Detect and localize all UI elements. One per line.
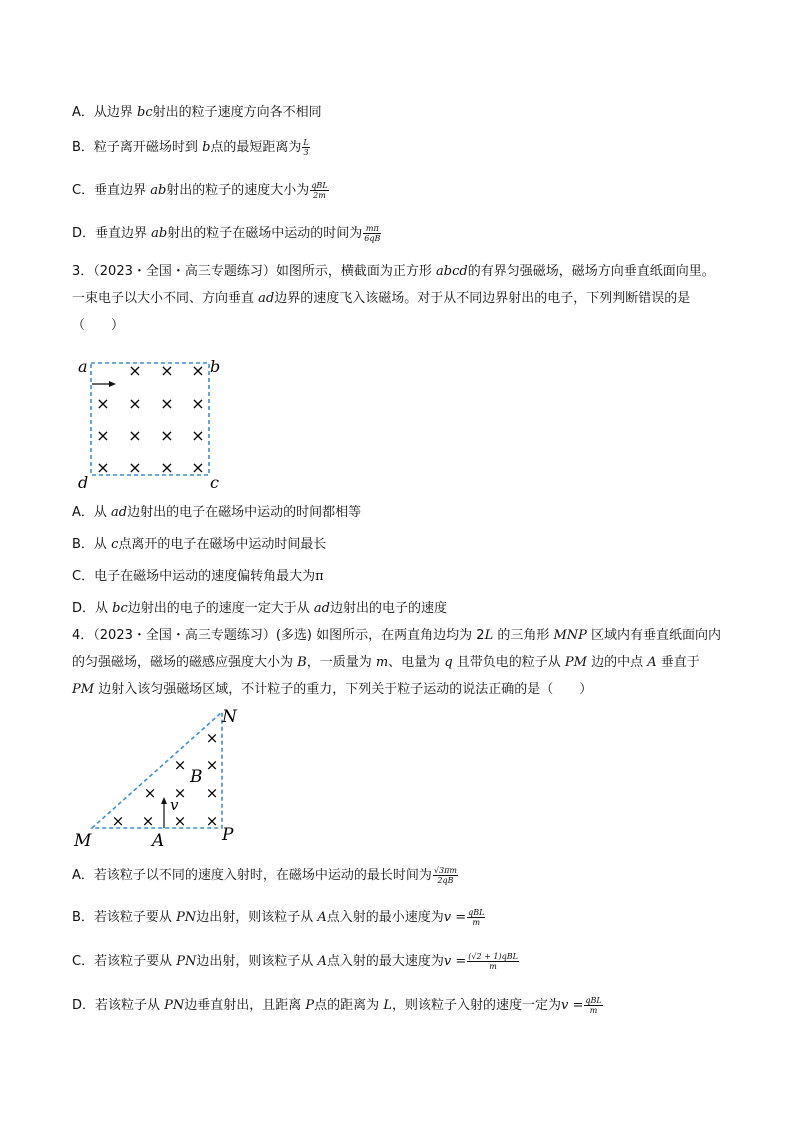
option-text: 射出的粒子速度方向各不相同 <box>152 105 322 120</box>
field-cross-mark: × <box>173 812 187 830</box>
variable: c <box>111 537 119 552</box>
field-cross-mark: × <box>96 426 110 445</box>
question-source: （2023・全国・高三专题练习） <box>93 264 276 279</box>
arrow-head <box>109 381 116 387</box>
question-text: 边界的速度飞入该磁场。对于从不同边界射出的电子，下列判断错误的是（ ） <box>72 291 691 333</box>
fraction-denominator: 2qB <box>437 876 454 885</box>
field-cross-mark: × <box>96 394 110 413</box>
field-cross-mark: × <box>128 458 142 477</box>
question-text: 边射入该匀强磁场区域，不计粒子的重力，下列关于粒子运动的说法正确的是（ ） <box>94 682 593 697</box>
fraction-numerator: L <box>303 138 309 147</box>
equation: v = <box>560 998 584 1013</box>
option-text: 边射出的电子在磁场中运动的时间都相等 <box>127 505 362 520</box>
option-c-prev <box>72 181 329 200</box>
option-text: B．从 <box>72 537 112 552</box>
question-text: 且带负电的粒子从 <box>452 655 565 670</box>
option-text: B．粒子离开磁场时到 <box>72 140 203 155</box>
field-cross-mark: × <box>96 458 110 477</box>
variable: PM <box>564 655 587 670</box>
fraction-numerator: qBL <box>311 181 328 190</box>
q4-option-a <box>72 866 458 885</box>
fraction-denominator: 3 <box>303 148 309 157</box>
fraction-numerator: √3πm <box>433 866 457 875</box>
question-text: ，一质量为 <box>306 655 376 670</box>
question-text: 边的中点 <box>586 655 648 670</box>
question-text: 垂直于 <box>656 655 700 670</box>
variable: m <box>375 655 389 670</box>
q4-option-b <box>72 908 485 927</box>
field-cross-mark: × <box>173 756 187 774</box>
variable: L <box>484 628 494 643</box>
arrow-head <box>161 797 167 804</box>
fraction-numerator: qBL <box>585 996 602 1005</box>
option-text: D．垂直边界 <box>72 226 152 241</box>
option-text: C．电子在磁场中运动的速度偏转角最大为 <box>72 569 316 584</box>
question-text: 区域内有垂直纸面向内的匀强磁场，磁场的磁感应强度大小为 <box>72 628 722 670</box>
fraction <box>467 952 519 971</box>
field-cross-mark: × <box>160 361 174 380</box>
q3-option-c <box>72 568 324 586</box>
option-text: 射出的粒子在磁场中运动的时间为 <box>167 226 363 241</box>
option-text: C．垂直边界 <box>72 183 151 198</box>
option-d-prev <box>72 224 381 243</box>
option-text: 边出射，则该粒子从 <box>196 954 318 969</box>
option-text: D．若该粒子从 <box>72 998 165 1013</box>
field-cross-mark: × <box>191 361 205 380</box>
question-4-stem <box>72 622 724 703</box>
field-cross-mark: × <box>160 394 174 413</box>
field-cross-mark: × <box>205 812 219 830</box>
field-cross-mark: × <box>205 784 219 802</box>
fraction-denominator: m <box>589 1006 598 1015</box>
option-text: A．从 <box>72 505 112 520</box>
label-c: c <box>210 473 219 492</box>
fraction-denominator: m <box>472 918 481 927</box>
variable: ab <box>151 226 168 241</box>
fraction <box>310 181 328 200</box>
label-d: d <box>78 473 89 492</box>
variable: ad <box>111 505 128 520</box>
equation: v = <box>443 910 467 925</box>
field-cross-mark: × <box>128 394 142 413</box>
option-text: 点的距离为 <box>314 998 384 1013</box>
variable: ad <box>258 291 275 306</box>
question-number: 3． <box>72 264 94 279</box>
variable: PN <box>176 954 197 969</box>
q4-option-c <box>72 952 519 971</box>
option-a-prev <box>72 104 322 122</box>
triangle-field-figure <box>72 700 252 850</box>
option-text: 点离开的电子在磁场中运动时间最长 <box>118 537 327 552</box>
label-m: M <box>74 831 92 850</box>
cross-grid <box>96 361 204 477</box>
question-text: 如图所示，横截面为正方形 <box>275 264 437 279</box>
field-cross-mark: × <box>128 426 142 445</box>
option-text: A．若该粒子以不同的速度入射时，在磁场中运动的最长时间为 <box>72 868 432 883</box>
question-text: 如图所示，在两直角边均为 2 <box>312 628 485 643</box>
variable: PN <box>176 910 197 925</box>
option-text: 射出的粒子的速度大小为 <box>166 183 310 198</box>
q3-option-d <box>72 600 447 618</box>
variable: A <box>647 655 657 670</box>
option-text: B．若该粒子要从 <box>72 910 177 925</box>
option-b-prev <box>72 138 310 157</box>
question-source: （2023・全国・高三专题练习）(多选) <box>93 628 313 643</box>
field-cross-mark: × <box>128 361 142 380</box>
square-field-figure <box>72 354 232 494</box>
option-text: 边射出的电子的速度一定大于从 <box>127 601 314 616</box>
fraction-denominator: m <box>489 962 497 971</box>
variable: q <box>444 655 453 670</box>
fraction-numerator: mπ <box>363 224 381 234</box>
variable: P <box>305 998 315 1013</box>
question-text: 、电量为 <box>388 655 445 670</box>
question-text: 的有界匀强磁场，磁场方向垂直纸面向里。一束电子以大小不同、方向垂直 <box>72 264 715 306</box>
option-text: 点入射的最小速度为 <box>326 910 444 925</box>
label-v: v <box>170 796 179 814</box>
field-cross-mark: × <box>191 458 205 477</box>
option-text: C．若该粒子要从 <box>72 954 177 969</box>
field-cross-mark: × <box>143 784 157 802</box>
question-text: 的三角形 <box>493 628 554 643</box>
variable: L <box>383 998 392 1013</box>
fraction-numerator: (√2 + 1)qBL <box>468 952 518 961</box>
fraction <box>467 908 485 927</box>
variable: bc <box>137 105 153 120</box>
field-cross-mark: × <box>205 756 219 774</box>
triangle-boundary <box>92 712 222 828</box>
label-a: a <box>78 357 88 376</box>
variable: PN <box>164 998 185 1013</box>
variable: B <box>297 655 307 670</box>
label-b: b <box>210 357 221 376</box>
variable: ad <box>313 601 330 616</box>
option-text: 边垂直射出，且距离 <box>184 998 306 1013</box>
field-cross-mark: × <box>191 426 205 445</box>
variable: abcd <box>436 264 468 279</box>
field-cross-mark: × <box>205 729 219 747</box>
option-text: ，则该粒子入射的速度一定为 <box>391 998 561 1013</box>
question-number: 4． <box>72 628 94 643</box>
variable: bc <box>112 601 128 616</box>
question-3-stem <box>72 258 724 339</box>
option-text: 边射出的电子的速度 <box>329 601 447 616</box>
option-text: 点入射的最大速度为 <box>326 954 444 969</box>
fraction <box>302 138 309 157</box>
label-b-field: B <box>190 767 203 787</box>
option-text: A．从边界 <box>72 105 138 120</box>
equation: v = <box>443 954 467 969</box>
q3-option-a <box>72 504 361 522</box>
option-text: 点的最短距离为 <box>210 140 302 155</box>
variable: MNP <box>553 628 587 643</box>
variable: b <box>202 140 211 155</box>
fraction <box>584 996 602 1015</box>
fraction-denominator: 6qB <box>364 234 381 243</box>
fraction-denominator: 2m <box>313 191 326 200</box>
q3-option-b <box>72 536 326 554</box>
field-cross-mark: × <box>160 426 174 445</box>
field-cross-mark: × <box>141 812 155 830</box>
option-text: D．从 <box>72 601 113 616</box>
variable: ab <box>150 183 167 198</box>
q4-option-d <box>72 996 603 1015</box>
variable: π <box>315 569 324 584</box>
field-cross-mark: × <box>160 458 174 477</box>
label-n: N <box>222 707 237 727</box>
field-cross-mark: × <box>173 784 187 802</box>
fraction-numerator: qBL <box>468 908 485 917</box>
variable: A <box>317 910 327 925</box>
fraction <box>363 224 381 243</box>
field-cross-mark: × <box>111 812 125 830</box>
fraction <box>433 866 458 885</box>
label-p: P <box>222 825 234 845</box>
field-cross-mark: × <box>191 394 205 413</box>
variable: PM <box>72 682 95 697</box>
variable: A <box>317 954 327 969</box>
option-text: 边出射，则该粒子从 <box>196 910 318 925</box>
label-a-point: A <box>152 831 165 850</box>
